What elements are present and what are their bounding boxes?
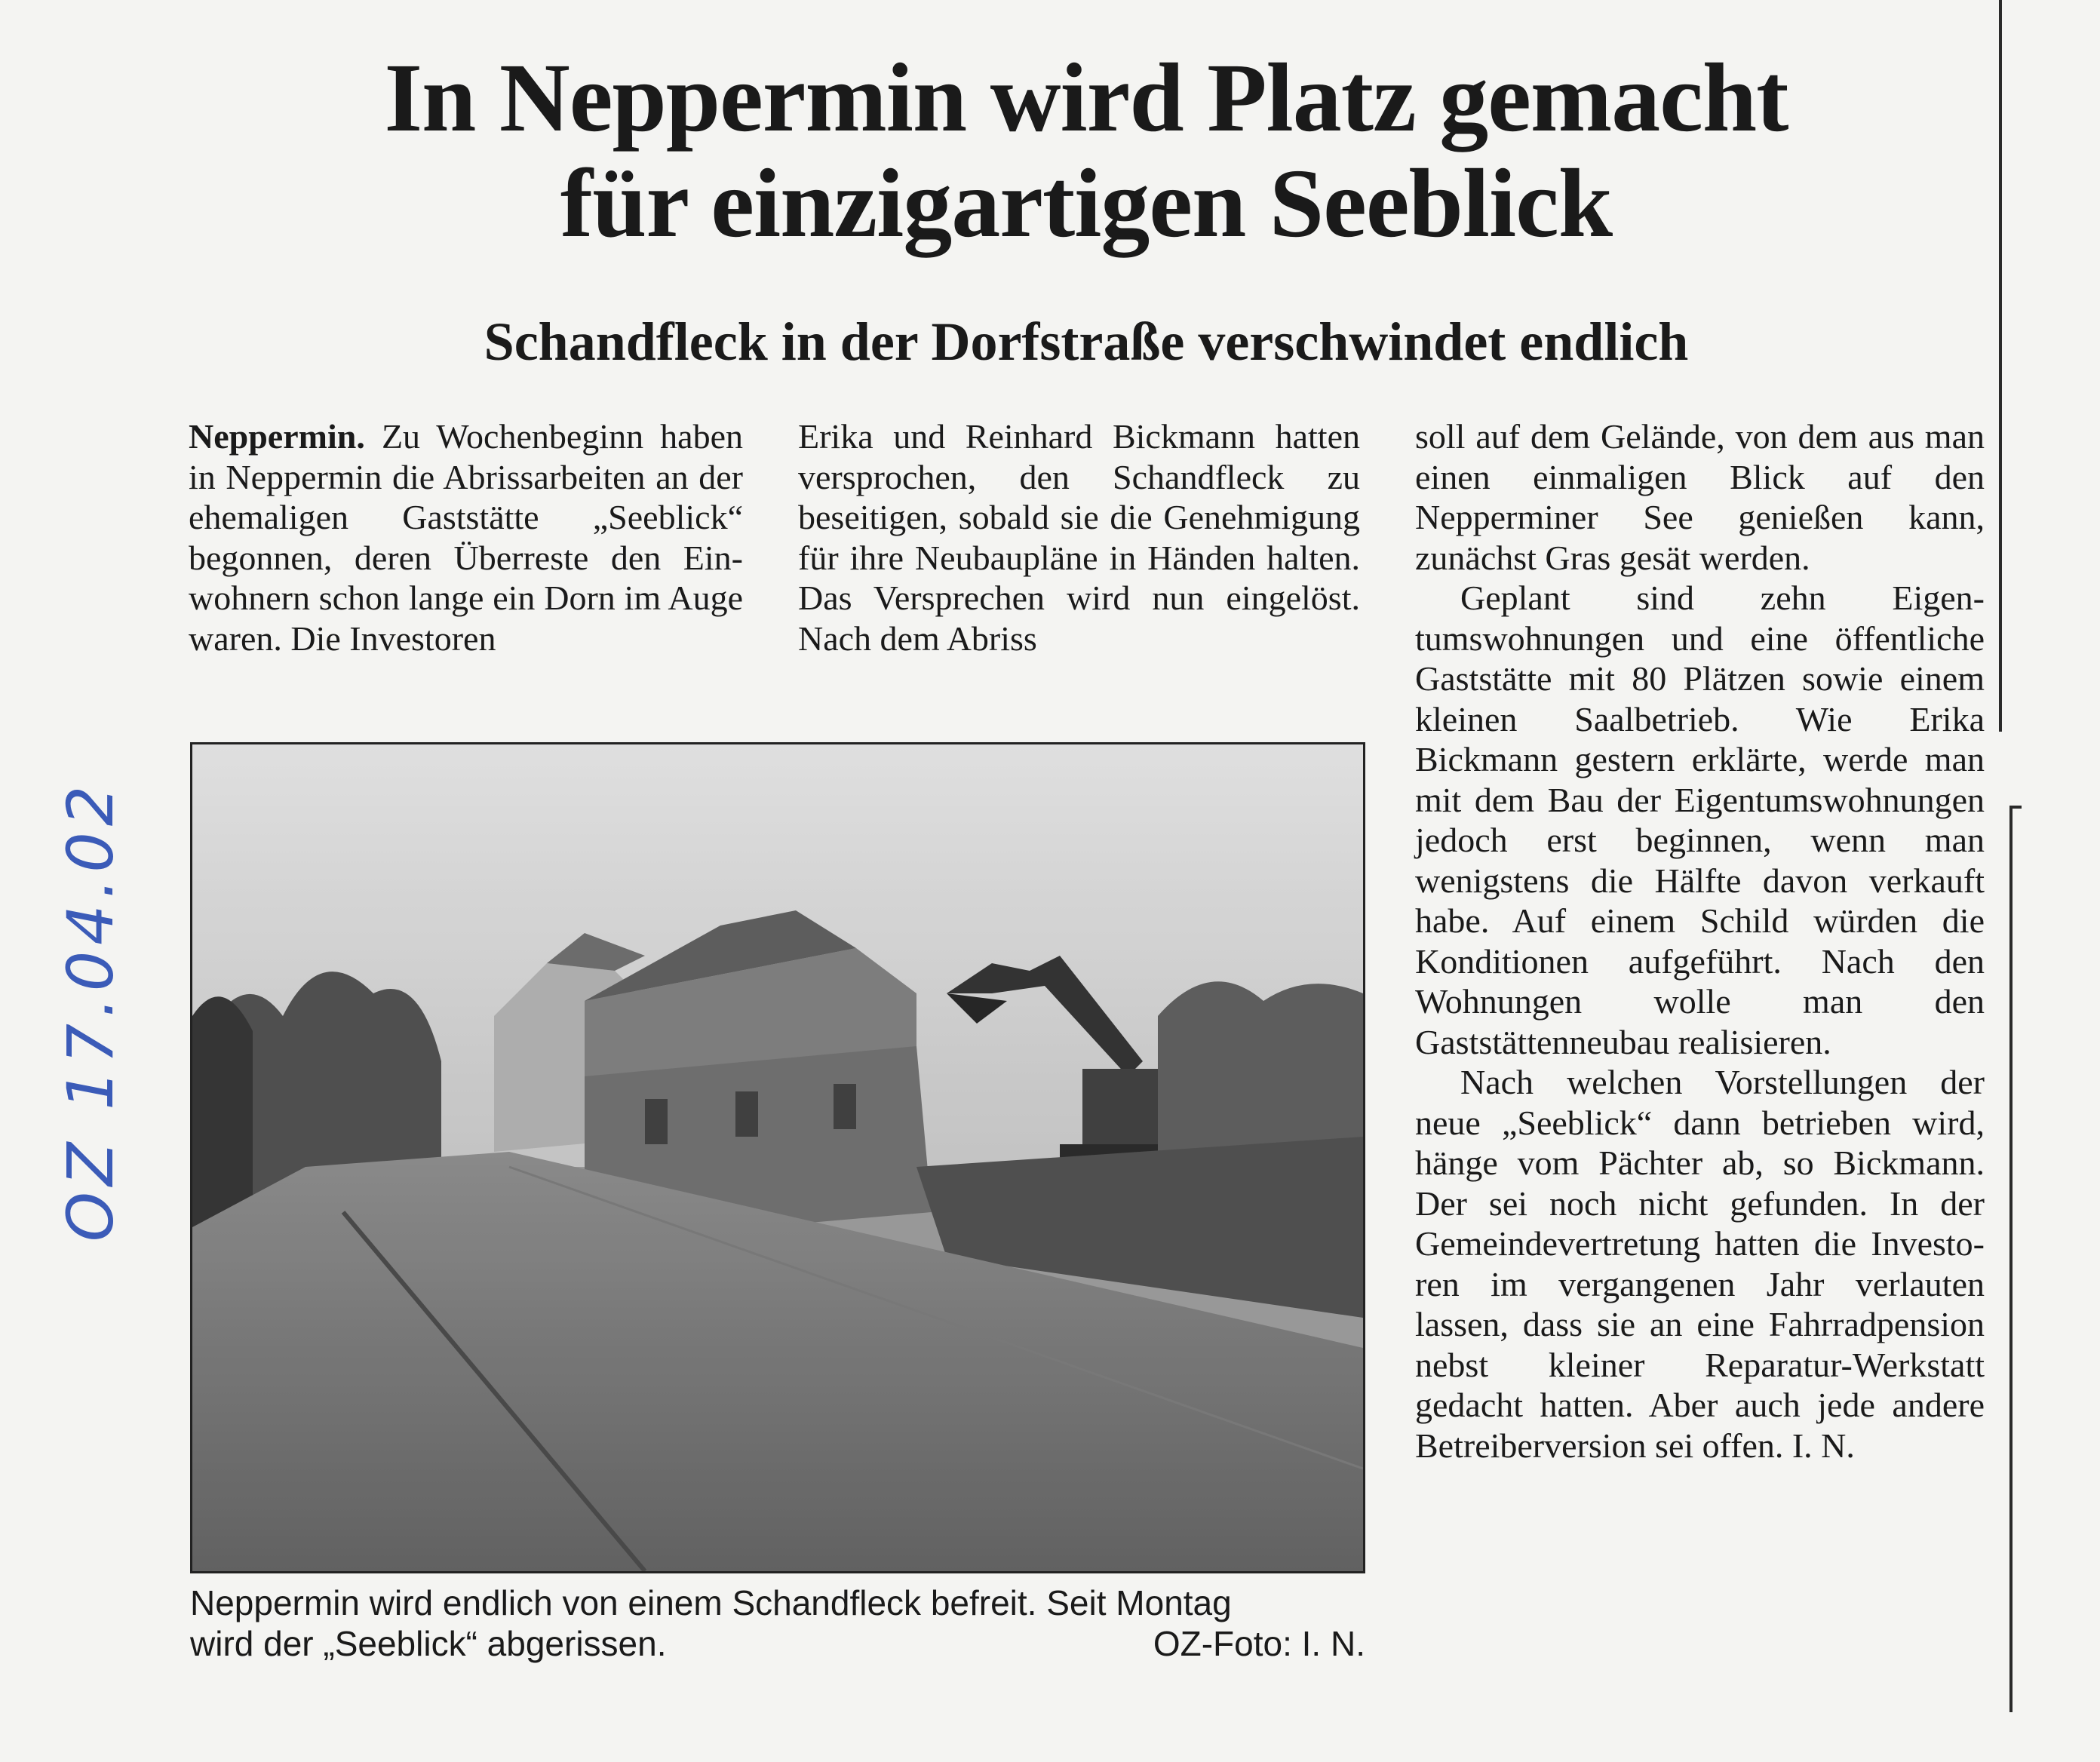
handwritten-date-note	[45, 779, 136, 1242]
demolition-photo	[190, 742, 1365, 1573]
caption-line-2: wird der „Seeblick“ abgerissen.	[190, 1624, 667, 1663]
column-2-text: Erika und Reinhard Bickmann hatten versprochen, den Schandfleck zu beseitigen, sobald sie die Genehmigung für ihre Neubaupläne in Händen halten. Das Versprechen wird nun eingelöst. Nach dem Abriss	[798, 417, 1360, 658]
headline-line-2: für einzigartigen Seeblick	[560, 149, 1613, 258]
column-1-text: Zu Wochenbeginn haben in Neppermin die Abrissarbeiten an der ehemaligen Gaststätte „Seeblick“ begonnen, deren Überreste den Einwohnern schon lange ein Dorn im Auge waren. Die Investoren	[189, 417, 744, 658]
photo-caption	[190, 1582, 1365, 1664]
scan-edge	[1999, 0, 2002, 732]
dateline: Neppermin.	[189, 417, 365, 456]
headline	[173, 45, 1999, 256]
subheadline: Schandfleck in der Dorfstraße verschwindet endlich	[484, 312, 1689, 372]
caption-line-1: Neppermin wird endlich von einem Schandfleck befreit. Seit Montag	[190, 1583, 1232, 1622]
scan-edge	[2009, 807, 2012, 1712]
column-3-paragraph-3: Nach welchen Vorstellungen der neue „Seeblick“ dann betrieben wird, hänge vom Pächter ab, so Bickmann. Der sei noch nicht gefunden. In der Gemeindevertretung hatten die Investoren im vergangenen Jahr verlauten lassen, dass sie an eine Fahrradpension nebst kleiner Reparatur-Werkstatt gedacht hatten. Aber auch jede andere Betreiberversion sei offen. I. N.	[1415, 1063, 1985, 1465]
photo-credit: OZ-Foto: I. N.	[1153, 1624, 1365, 1663]
handwritten-note-text: OZ 17.04.02	[54, 779, 127, 1242]
column-3-paragraph-2: Geplant sind zehn Eigentumswohnungen und eine öffentliche Gaststätte mit 80 Plätzen sowie einem kleinen Saalbetrieb. Wie Erika Bickmann gestern erklärte, werde man mit dem Bau der Eigentumswohnungen jedoch erst beginnen, wenn man wenigstens die Hälfte davon verkauft habe. Auf einem Schild würden die Konditionen aufgeführt. Nach den Wohnungen wolle man den Gaststättenneubau realisieren.	[1415, 579, 1985, 1061]
demolition-photo-image	[192, 744, 1363, 1571]
article-column-3	[1415, 416, 1985, 1466]
headline-line-1: In Neppermin wird Platz gemacht	[384, 44, 1788, 152]
article-column-1	[189, 416, 743, 658]
column-3-paragraph-1: soll auf dem Gelände, von dem aus man einen einmaligen Blick auf den Nepperminer See genießen kann, zunächst Gras gesät werden.	[1415, 417, 1985, 577]
article-column-2	[798, 416, 1360, 658]
